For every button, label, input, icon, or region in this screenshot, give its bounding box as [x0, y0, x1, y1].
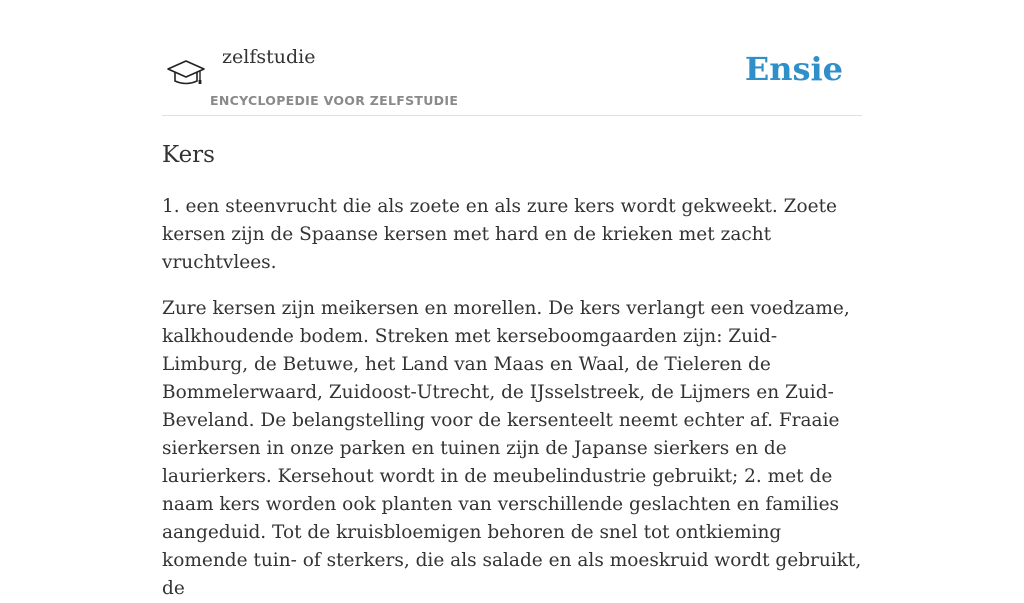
- page: [162, 0, 862, 603]
- graduation-cap-icon[interactable]: [166, 52, 206, 92]
- ensie-brand-logo[interactable]: Ensie: [744, 50, 843, 88]
- article-title: Kers: [162, 142, 215, 168]
- site-header: [162, 0, 862, 116]
- site-tagline: ENCYCLOPEDIE VOOR ZELFSTUDIE: [210, 93, 459, 108]
- article-paragraph-2: Zure kersen zijn meikersen en morellen. De kers verlangt een voedzame, kalkhoudende bodem. Streken met kerseboomgaarden zijn: Zuid-Limburg, de Betuwe, het Land van Maas en Waal, de Tieleren de Bommelerwaard, Zuidoost-Utrecht, de IJsselstreek, de Lijmers en Zuid-Beveland. De belangstelling voor de kersenteelt neemt echter af. Fraaie sierkersen in onze parken en tuinen zijn de Japanse sierkers en de laurierkers. Kersehout wordt in de meubelindustrie gebruikt; 2. met de naam kers worden ook planten van verschillende geslachten en families aangeduid. Tot de kruisbloemigen behoren de snel tot ontkieming komende tuin- of sterkers, die als salade en als moeskruid wordt gebruikt, de: [162, 298, 862, 599]
- article-paragraph-1: 1. een steenvrucht die als zoete en als zure kers wordt gekweekt. Zoete kersen zijn de Spaanse kersen met hard en de krieken met zacht vruchtvlees.: [162, 196, 837, 273]
- site-name[interactable]: zelfstudie: [222, 46, 316, 68]
